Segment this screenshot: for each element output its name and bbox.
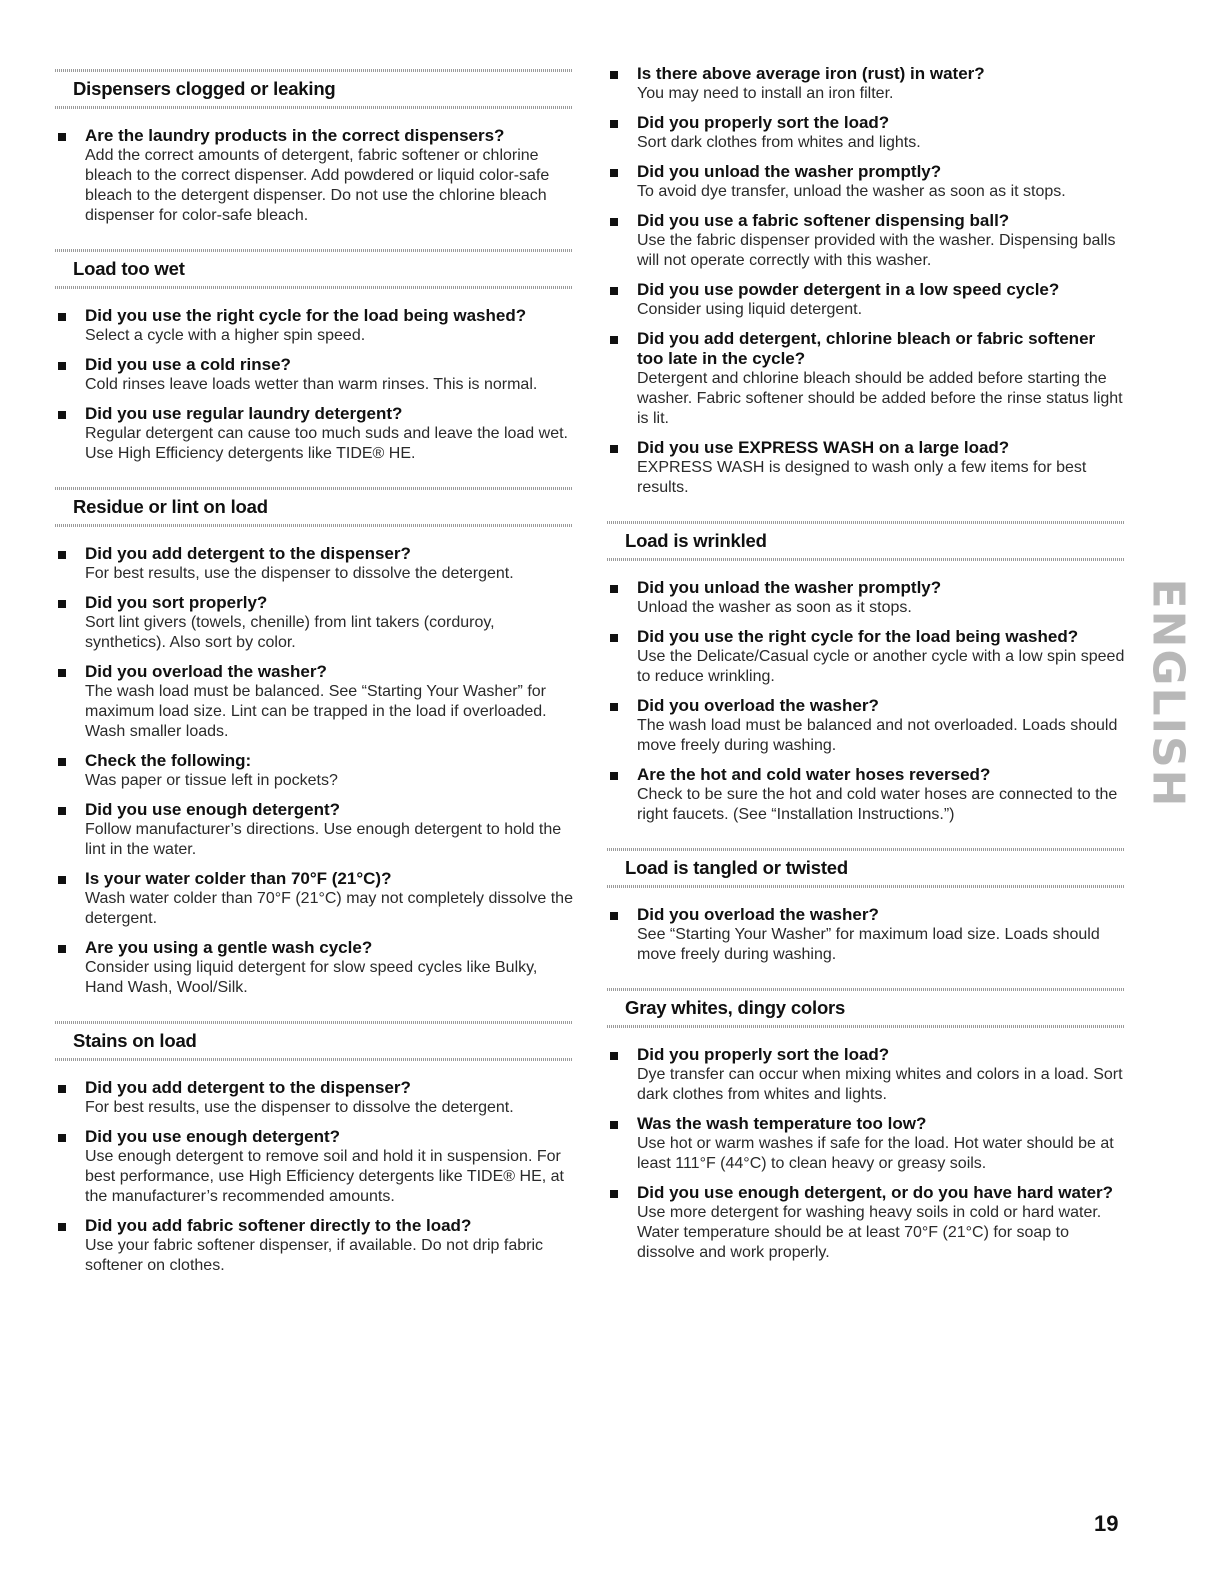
section-header: [55, 244, 573, 292]
question-item: [55, 544, 573, 584]
question-item: [607, 1183, 1125, 1263]
section-title: Stains on load: [73, 1030, 197, 1051]
answer-text: EXPRESS WASH is designed to wash only a few items for best results.: [637, 459, 1087, 496]
answer-text: Use the fabric dispenser provided with the washer. Dispensing balls will not operate correctly with this washer.: [637, 232, 1116, 269]
question-text: Are the laundry products in the correct dispensers?: [85, 126, 505, 145]
square-bullet-icon: [58, 876, 66, 884]
section-header: [607, 516, 1125, 564]
question-item: [55, 751, 573, 791]
answer-text: For best results, use the dispenser to dissolve the detergent.: [85, 1099, 514, 1116]
question-text: Did you use the right cycle for the load being washed?: [637, 627, 1079, 646]
square-bullet-icon: [58, 411, 66, 419]
square-bullet-icon: [610, 585, 618, 593]
question-text: Is your water colder than 70°F (21°C)?: [85, 869, 392, 888]
square-bullet-icon: [610, 772, 618, 780]
question-item: [607, 765, 1125, 825]
troubleshooting-section: [55, 244, 573, 464]
question-text: Did you unload the washer promptly?: [637, 578, 942, 597]
question-text: Did you add detergent to the dispenser?: [85, 544, 411, 563]
question-item: [55, 800, 573, 860]
answer-text: Detergent and chlorine bleach should be added before starting the washer. Fabric softener should be added before the rinse status light is lit.: [637, 370, 1123, 427]
section-header: [55, 1016, 573, 1064]
square-bullet-icon: [58, 313, 66, 321]
troubleshooting-section: [607, 983, 1125, 1263]
section-header: [55, 64, 573, 112]
language-label: ENGLISH: [1142, 578, 1194, 808]
section-title: Dispensers clogged or leaking: [73, 78, 336, 99]
answer-text: Dye transfer can occur when mixing whites and colors in a load. Sort dark clothes from whites and lights.: [637, 1066, 1123, 1103]
answer-text: Wash water colder than 70°F (21°C) may not completely dissolve the detergent.: [85, 890, 573, 927]
troubleshooting-section: [607, 516, 1125, 825]
question-item: [607, 329, 1125, 429]
square-bullet-icon: [58, 551, 66, 559]
square-bullet-icon: [58, 600, 66, 608]
question-item: [607, 438, 1125, 498]
answer-text: Consider using liquid detergent.: [637, 301, 863, 318]
answer-text: See “Starting Your Washer” for maximum load size. Loads should move freely during washing.: [637, 926, 1100, 963]
answer-text: You may need to install an iron filter.: [637, 85, 894, 102]
question-text: Did you properly sort the load?: [637, 1045, 890, 1064]
square-bullet-icon: [610, 634, 618, 642]
square-bullet-icon: [58, 1085, 66, 1093]
question-text: Did you use powder detergent in a low speed cycle?: [637, 280, 1060, 299]
question-text: Did you use the right cycle for the load being washed?: [85, 306, 527, 325]
answer-text: Regular detergent can cause too much suds and leave the load wet. Use High Efficiency detergents like TIDE® HE.: [85, 425, 568, 462]
answer-text: Use your fabric softener dispenser, if available. Do not drip fabric softener on clothes.: [85, 1237, 544, 1274]
question-text: Did you properly sort the load?: [637, 113, 890, 132]
square-bullet-icon: [58, 669, 66, 677]
answer-text: Use enough detergent to remove soil and hold it in suspension. For best performance, use High Efficiency detergents like TIDE® HE, at the manufacturer’s recommended amounts.: [85, 1148, 564, 1205]
question-item: [55, 869, 573, 929]
square-bullet-icon: [610, 1121, 618, 1129]
troubleshooting-section: [607, 843, 1125, 965]
question-item: [607, 1045, 1125, 1105]
question-item: [607, 113, 1125, 153]
answer-text: Check to be sure the hot and cold water hoses are connected to the right faucets. (See “Installation Instructions.”): [637, 786, 1118, 823]
question-text: Did you use a fabric softener dispensing ball?: [637, 211, 1010, 230]
question-text: Did you use a cold rinse?: [85, 355, 291, 374]
section-title: Gray whites, dingy colors: [625, 997, 846, 1018]
answer-text: Sort lint givers (towels, chenille) from lint takers (corduroy, synthetics). Also sort by color.: [85, 614, 495, 651]
question-item: [607, 162, 1125, 202]
question-item: [55, 938, 573, 998]
square-bullet-icon: [610, 912, 618, 920]
answer-text: The wash load must be balanced. See “Starting Your Washer” for maximum load size. Lint can be trapped in the load if overloaded. Wash smaller loads.: [85, 683, 547, 740]
question-text: Did you use enough detergent, or do you have hard water?: [637, 1183, 1114, 1202]
question-text: Did you overload the washer?: [637, 905, 879, 924]
question-item: [55, 1078, 573, 1118]
question-text: Did you add fabric softener directly to the load?: [85, 1216, 472, 1235]
square-bullet-icon: [610, 703, 618, 711]
troubleshooting-section: [55, 1016, 573, 1276]
question-item: [55, 126, 573, 226]
question-text: Are the hot and cold water hoses reversed?: [637, 765, 991, 784]
question-item: [607, 1114, 1125, 1174]
square-bullet-icon: [610, 218, 618, 226]
answer-text: Cold rinses leave loads wetter than warm rinses. This is normal.: [85, 376, 538, 393]
answer-text: Use more detergent for washing heavy soils in cold or hard water. Water temperature should be at least 70°F (21°C) for soap to dissolve and work properly.: [637, 1204, 1102, 1261]
square-bullet-icon: [58, 1223, 66, 1231]
square-bullet-icon: [610, 71, 618, 79]
question-item: [607, 64, 1125, 104]
answer-text: For best results, use the dispenser to dissolve the detergent.: [85, 565, 514, 582]
answer-text: Select a cycle with a higher spin speed.: [85, 327, 366, 344]
section-title: Residue or lint on load: [73, 496, 268, 517]
question-text: Did you use regular laundry detergent?: [85, 404, 403, 423]
troubleshooting-section: [607, 64, 1125, 498]
troubleshooting-section: [55, 482, 573, 998]
answer-text: Use the Delicate/Casual cycle or another cycle with a low spin speed to reduce wrinkling.: [637, 648, 1125, 685]
square-bullet-icon: [58, 133, 66, 141]
question-text: Did you use enough detergent?: [85, 800, 341, 819]
question-text: Did you add detergent, chlorine bleach or fabric softener too late in the cycle?: [637, 329, 1096, 368]
left-column: [55, 64, 573, 1294]
question-item: [607, 627, 1125, 687]
question-item: [607, 280, 1125, 320]
question-text: Did you use enough detergent?: [85, 1127, 341, 1146]
answer-text: Add the correct amounts of detergent, fabric softener or chlorine bleach to the correct dispenser. Add powdered or liquid color-safe bleach to the detergent dispenser. Do not use the chlorine bleach dispenser for color-safe bleach.: [85, 147, 550, 224]
answer-text: Consider using liquid detergent for slow speed cycles like Bulky, Hand Wash, Wool/Silk.: [85, 959, 538, 996]
section-header: [607, 843, 1125, 891]
section-title: Load too wet: [73, 258, 185, 279]
question-item: [55, 1127, 573, 1207]
question-text: Did you add detergent to the dispenser?: [85, 1078, 411, 1097]
square-bullet-icon: [58, 1134, 66, 1142]
section-header: [55, 482, 573, 530]
square-bullet-icon: [610, 169, 618, 177]
answer-text: Unload the washer as soon as it stops.: [637, 599, 912, 616]
troubleshooting-section: [55, 64, 573, 226]
square-bullet-icon: [610, 287, 618, 295]
question-text: Did you use EXPRESS WASH on a large load?: [637, 438, 1010, 457]
answer-text: Was paper or tissue left in pockets?: [85, 772, 338, 789]
section-title: Load is tangled or twisted: [625, 857, 848, 878]
section-header: [607, 983, 1125, 1031]
question-item: [55, 593, 573, 653]
question-text: Did you overload the washer?: [637, 696, 879, 715]
section-title: Load is wrinkled: [625, 530, 767, 551]
answer-text: To avoid dye transfer, unload the washer as soon as it stops.: [637, 183, 1066, 200]
question-text: Was the wash temperature too low?: [637, 1114, 927, 1133]
question-item: [55, 355, 573, 395]
question-item: [607, 578, 1125, 618]
answer-text: Use hot or warm washes if safe for the load. Hot water should be at least 111°F (44°C) to clean heavy or greasy soils.: [637, 1135, 1114, 1172]
question-text: Are you using a gentle wash cycle?: [85, 938, 373, 957]
question-text: Did you overload the washer?: [85, 662, 327, 681]
answer-text: Follow manufacturer’s directions. Use enough detergent to hold the lint in the water.: [85, 821, 562, 858]
question-item: [55, 404, 573, 464]
question-item: [55, 662, 573, 742]
answer-text: The wash load must be balanced and not overloaded. Loads should move freely during washing.: [637, 717, 1118, 754]
question-item: [607, 905, 1125, 965]
question-text: Did you unload the washer promptly?: [637, 162, 942, 181]
question-text: Check the following:: [85, 751, 252, 770]
square-bullet-icon: [610, 336, 618, 344]
answer-text: Sort dark clothes from whites and lights.: [637, 134, 921, 151]
square-bullet-icon: [610, 120, 618, 128]
language-side-tab: [1142, 570, 1194, 816]
question-text: Did you sort properly?: [85, 593, 268, 612]
question-item: [55, 1216, 573, 1276]
question-item: [55, 306, 573, 346]
square-bullet-icon: [58, 362, 66, 370]
right-column: [607, 64, 1125, 1281]
square-bullet-icon: [58, 807, 66, 815]
square-bullet-icon: [610, 445, 618, 453]
square-bullet-icon: [610, 1052, 618, 1060]
question-item: [607, 211, 1125, 271]
square-bullet-icon: [610, 1190, 618, 1198]
page-number: 19: [1094, 1511, 1119, 1536]
question-text: Is there above average iron (rust) in water?: [637, 64, 985, 83]
question-item: [607, 696, 1125, 756]
square-bullet-icon: [58, 758, 66, 766]
square-bullet-icon: [58, 945, 66, 953]
